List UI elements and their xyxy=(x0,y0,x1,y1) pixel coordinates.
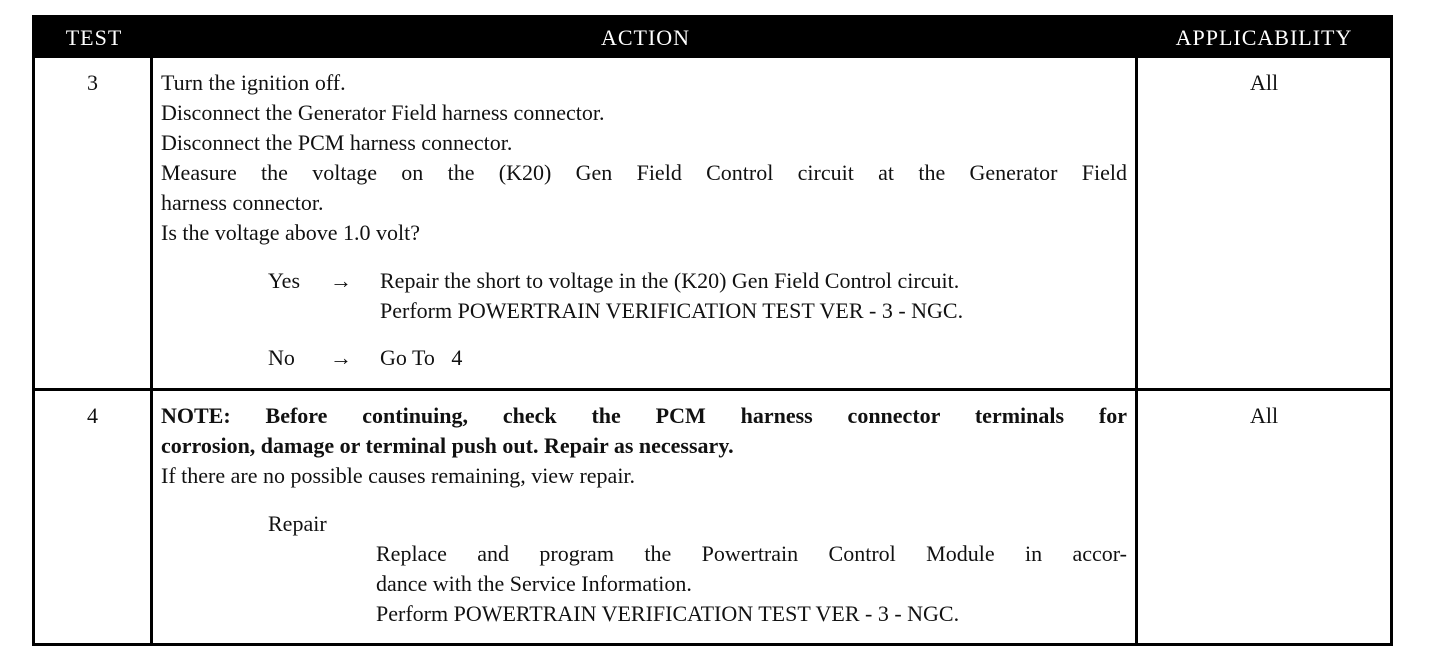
yes-result xyxy=(380,266,1127,326)
diagnostic-test-table xyxy=(32,15,1393,646)
header-action: ACTION xyxy=(600,25,691,50)
applicability-value: All xyxy=(1249,70,1279,95)
test-number: 3 xyxy=(35,58,153,388)
action-cell xyxy=(153,391,1138,643)
header-test: TEST xyxy=(65,25,123,50)
arrow-icon: → xyxy=(330,268,352,293)
action-step: Measure the voltage on the (K20) Gen Field Control circuit at the Generator Field xyxy=(161,160,1127,185)
yes-result-line: Repair the short to voltage in the (K20) Gen Field Control circuit. xyxy=(380,268,960,293)
note-line: NOTE: Before continuing, check the PCM harness connector terminals for xyxy=(161,403,1127,428)
applicability-value: All xyxy=(1249,403,1279,428)
yes-branch xyxy=(268,266,1127,326)
yes-result-line: Perform POWERTRAIN VERIFICATION TEST VER - 3 - NGC. xyxy=(380,298,964,323)
no-result: Go To 4 xyxy=(380,345,463,370)
repair-line: dance with the Service Information. xyxy=(376,571,692,596)
table-row-test-4 xyxy=(35,388,1390,643)
arrow-icon: → xyxy=(330,345,352,370)
action-question: Is the voltage above 1.0 volt? xyxy=(161,220,421,245)
repair-instructions xyxy=(376,539,1127,629)
note-line: corrosion, damage or terminal push out. Repair as necessary. xyxy=(161,433,734,458)
action-step: Disconnect the Generator Field harness connector. xyxy=(161,100,605,125)
repair-label: Repair xyxy=(268,511,327,536)
action-step: harness connector. xyxy=(161,190,324,215)
no-branch xyxy=(268,343,1127,373)
action-step: Disconnect the PCM harness connector. xyxy=(161,130,513,155)
table-row-test-3 xyxy=(35,58,1390,388)
yes-label: Yes xyxy=(268,268,301,293)
action-step: If there are no possible causes remaining, view repair. xyxy=(161,463,636,488)
header-applicability: APPLICABILITY xyxy=(1175,25,1353,50)
action-step: Turn the ignition off. xyxy=(161,70,346,95)
action-cell xyxy=(153,58,1138,388)
no-label: No xyxy=(268,345,295,370)
repair-line: Perform POWERTRAIN VERIFICATION TEST VER - 3 - NGC. xyxy=(376,601,960,626)
repair-line: Replace and program the Powertrain Control Module in accor- xyxy=(376,541,1127,566)
test-number: 4 xyxy=(35,391,153,643)
table-header xyxy=(35,18,1390,58)
